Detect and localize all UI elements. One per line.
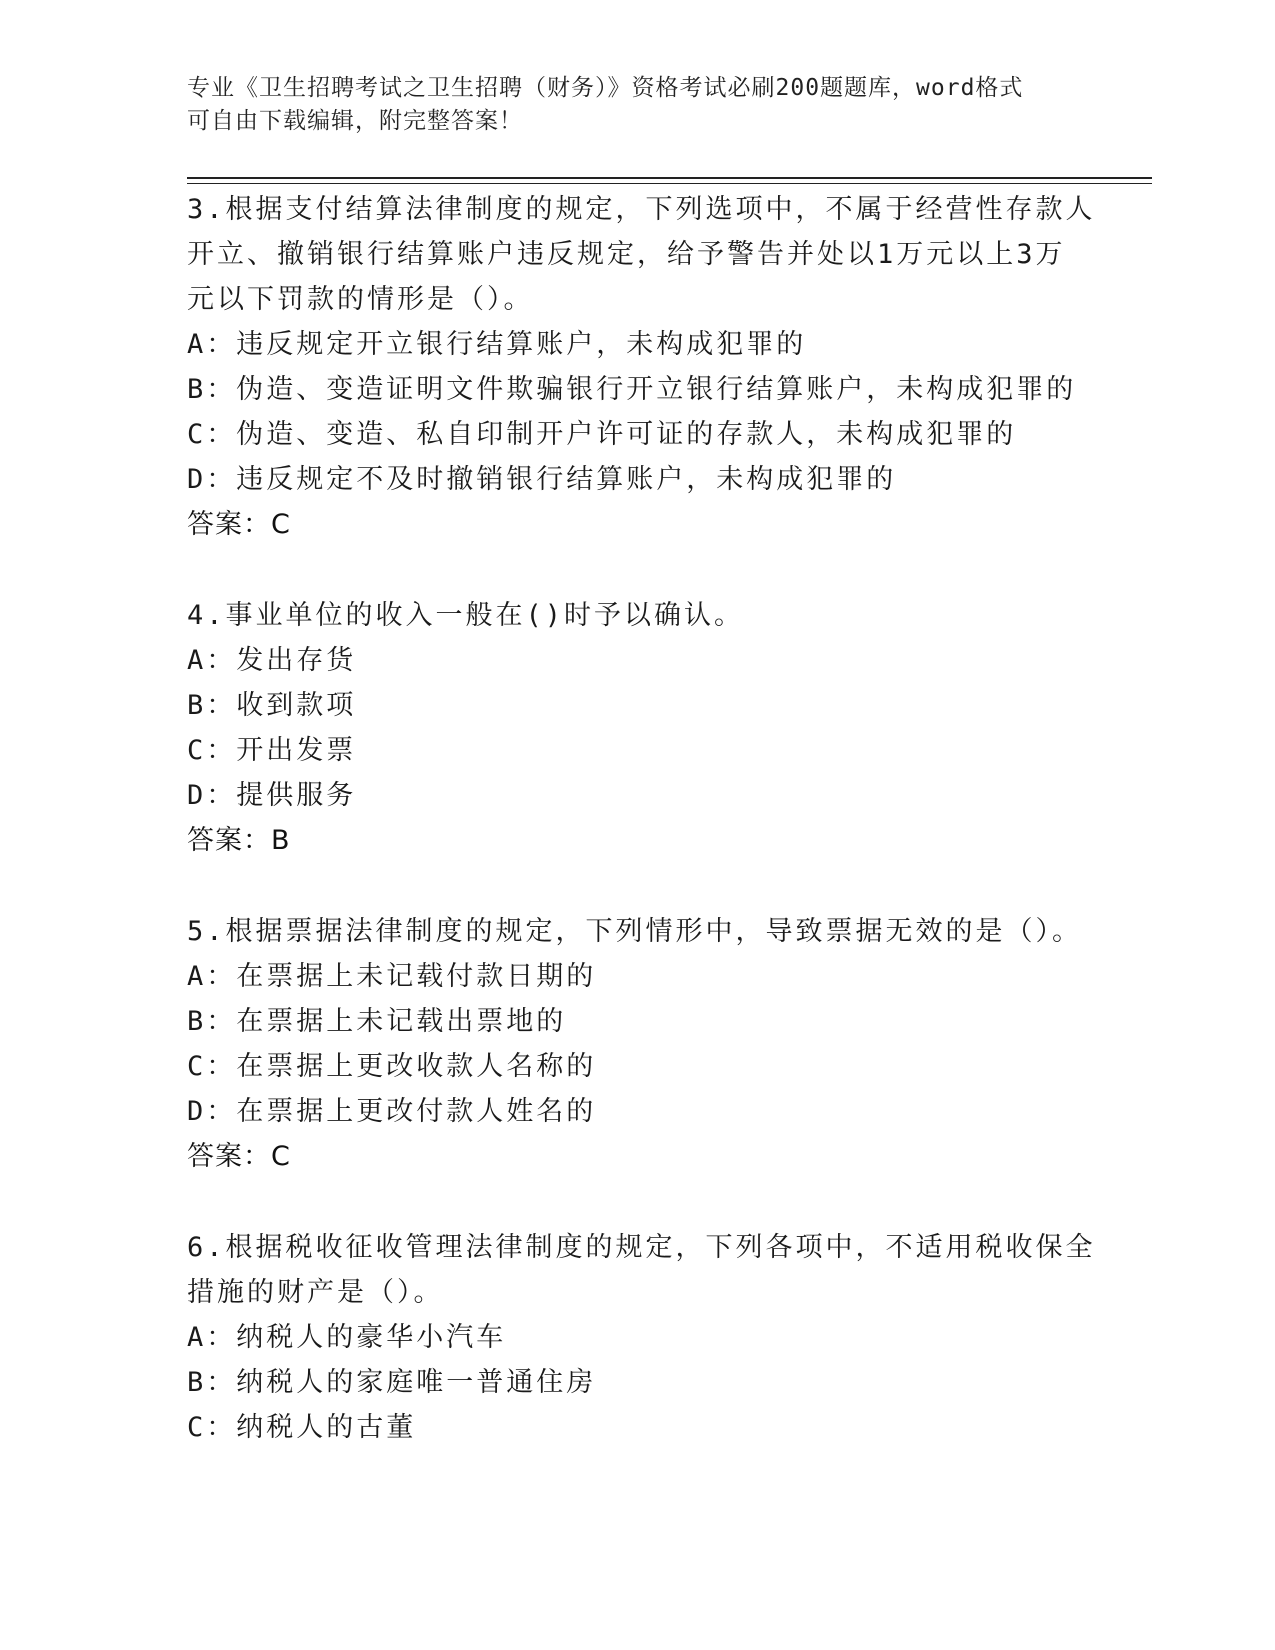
option-a: A：纳税人的豪华小汽车 xyxy=(187,1322,507,1353)
answer-line: 答案：C xyxy=(187,1141,291,1172)
header-divider-thin xyxy=(187,183,1152,184)
question-6 xyxy=(187,1225,1096,1450)
option-a: A：发出存货 xyxy=(187,645,357,676)
question-4 xyxy=(187,593,1087,863)
question-stem-line: 3.根据支付结算法律制度的规定，下列选项中，不属于经营性存款人 xyxy=(187,194,1096,225)
document-header xyxy=(187,72,1077,138)
option-c: C：伪造、变造、私自印制开户许可证的存款人，未构成犯罪的 xyxy=(187,419,1017,450)
option-b: B：在票据上未记载出票地的 xyxy=(187,1006,567,1037)
question-spacer xyxy=(187,1179,1087,1225)
answer-line: 答案：C xyxy=(187,509,291,540)
question-stem-line: 5.根据票据法律制度的规定，下列情形中，导致票据无效的是（）。 xyxy=(187,916,1083,947)
question-stem-line: 措施的财产是（）。 xyxy=(187,1277,444,1308)
question-stem-line: 开立、撤销银行结算账户违反规定，给予警告并处以1万元以上3万 xyxy=(187,239,1066,270)
option-a: A：在票据上未记载付款日期的 xyxy=(187,961,597,992)
question-stem-line: 元以下罚款的情形是（）。 xyxy=(187,284,534,315)
question-stem-line: 4.事业单位的收入一般在()时予以确认。 xyxy=(187,600,745,631)
option-d: D：违反规定不及时撤销银行结算账户，未构成犯罪的 xyxy=(187,464,897,495)
option-c: C：纳税人的古董 xyxy=(187,1412,417,1443)
question-spacer xyxy=(187,547,1087,593)
option-a: A：违反规定开立银行结算账户，未构成犯罪的 xyxy=(187,329,807,360)
option-c: C：开出发票 xyxy=(187,735,357,766)
question-stem-line: 6.根据税收征收管理法律制度的规定，下列各项中，不适用税收保全 xyxy=(187,1232,1096,1263)
option-c: C：在票据上更改收款人名称的 xyxy=(187,1051,597,1082)
option-b: B：纳税人的家庭唯一普通住房 xyxy=(187,1367,597,1398)
question-spacer xyxy=(187,863,1087,909)
option-b: B：收到款项 xyxy=(187,690,357,721)
question-3 xyxy=(187,187,1096,547)
header-line-1: 专业《卫生招聘考试之卫生招聘（财务）》资格考试必刷200题题库，word格式 xyxy=(187,75,1024,101)
question-5 xyxy=(187,909,1087,1179)
question-list xyxy=(187,187,1096,1450)
option-b: B：伪造、变造证明文件欺骗银行开立银行结算账户，未构成犯罪的 xyxy=(187,374,1077,405)
option-d: D：在票据上更改付款人姓名的 xyxy=(187,1096,597,1127)
option-d: D：提供服务 xyxy=(187,780,357,811)
answer-line: 答案：B xyxy=(187,825,291,856)
header-divider-thick xyxy=(187,177,1152,179)
header-line-2: 可自由下载编辑，附完整答案！ xyxy=(187,108,523,134)
